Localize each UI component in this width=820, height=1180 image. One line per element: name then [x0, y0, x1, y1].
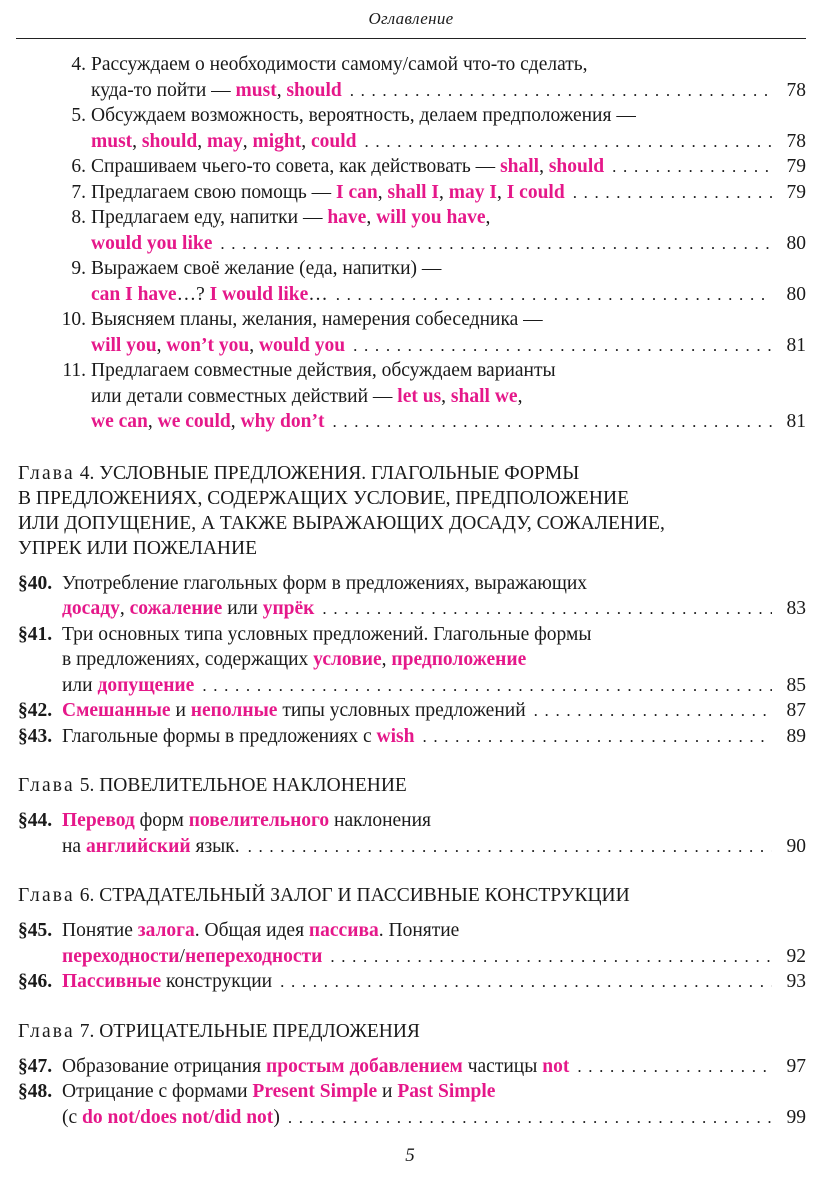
chapter-label: Глава: [18, 885, 75, 906]
entry-text: Глагольные формы в предложениях с: [62, 725, 377, 747]
entry-text: ,: [156, 334, 167, 356]
chapter-number: 6.: [79, 885, 95, 906]
highlighted-term: do not/does not/did not: [82, 1106, 274, 1128]
section-number: §43.: [18, 725, 53, 747]
toc-subitem[interactable]: [0, 205, 820, 256]
toc-section[interactable]: [0, 1054, 820, 1080]
chapter-title: УПРЕК ИЛИ ПОЖЕЛАНИЕ: [18, 537, 257, 559]
chapter-number: 5.: [79, 775, 95, 796]
chapter-title: ИЛИ ДОПУЩЕНИЕ, А ТАКЖЕ ВЫРАЖАЮЩИХ ДОСАДУ, СОЖАЛЕНИЕ,: [18, 512, 665, 534]
section-number: §41.: [18, 623, 53, 645]
item-number: 10.: [61, 309, 86, 330]
highlighted-term: непереходности: [184, 945, 323, 967]
entry-last-line: [91, 78, 820, 104]
entry-text: ): [273, 1106, 280, 1128]
highlighted-term: shall: [500, 156, 540, 177]
highlighted-term: we can: [91, 411, 148, 432]
highlighted-term: might: [252, 130, 302, 152]
entry-line-text: [62, 969, 272, 995]
entry-text: Предлагаем свою помощь —: [91, 181, 337, 203]
highlighted-term: let us: [397, 385, 442, 407]
toc-section[interactable]: [0, 808, 820, 859]
entry-text: Рассуждаем о необходимости самому/самой что-то сделать,: [91, 54, 588, 75]
page-ref: 81: [786, 411, 806, 432]
highlighted-term: have: [327, 207, 367, 228]
entry-body: [91, 307, 820, 358]
entry-line: [91, 307, 820, 333]
entry-line: [62, 1079, 820, 1105]
chapter-number: 4.: [79, 462, 95, 484]
entry-line: [62, 622, 820, 648]
item-number: 11.: [62, 360, 86, 381]
chapter-title: ПОВЕЛИТЕЛЬНОЕ НАКЛОНЕНИЕ: [99, 775, 407, 796]
toc-section[interactable]: [0, 1079, 820, 1130]
chapter-heading: [18, 773, 760, 798]
entry-line-text: [62, 834, 240, 860]
entry-last-line: [91, 180, 820, 206]
chapter-title: СТРАДАТЕЛЬНЫЙ ЗАЛОГ И ПАССИВНЫЕ КОНСТРУКЦИИ: [99, 885, 630, 906]
chapter-label: Глава: [18, 462, 75, 484]
highlighted-term: Past Simple: [397, 1081, 496, 1102]
entry-last-line: [91, 231, 820, 257]
page-ref: 85: [786, 674, 806, 696]
section-number: §45.: [18, 920, 53, 941]
highlighted-term: залога: [137, 920, 195, 941]
entry-body: [62, 724, 820, 750]
entry-text: ,: [381, 649, 392, 670]
chapter-title-line: [18, 536, 760, 561]
highlighted-term: should: [548, 156, 605, 177]
section-number: §40.: [18, 572, 53, 594]
entry-line: [62, 647, 820, 673]
section-number: §46.: [18, 971, 53, 992]
highlighted-term: I would like: [209, 283, 309, 305]
item-number: 5.: [71, 105, 86, 126]
entry-last-line: [62, 969, 820, 995]
entry-line: [91, 205, 820, 231]
page-ref: 93: [786, 971, 806, 992]
highlighted-term: wish: [376, 725, 415, 747]
highlighted-term: should: [286, 79, 342, 101]
entry-text: ,: [485, 207, 491, 228]
entry-last-line: [62, 1105, 820, 1131]
entry-body: [62, 622, 820, 699]
entry-line: [62, 571, 820, 597]
entry-text: . Понятие: [378, 920, 460, 941]
entry-text: Обсуждаем возможность, вероятность, делаем предположения —: [91, 105, 636, 126]
entry-text: Выражаем своё желание (еда, напитки) —: [91, 258, 442, 279]
highlighted-term: shall I: [387, 181, 439, 203]
entry-last-line: [62, 1054, 820, 1080]
entry-line-text: [62, 1054, 569, 1080]
highlighted-term: shall we: [450, 385, 518, 407]
highlighted-term: предположение: [391, 649, 527, 670]
entry-body: [62, 808, 820, 859]
page-ref: 81: [786, 334, 806, 356]
highlighted-term: must: [235, 79, 277, 101]
page-ref: 80: [786, 232, 806, 254]
entry-text: или: [62, 674, 98, 696]
highlighted-term: пассива: [308, 920, 379, 941]
page-ref: 79: [786, 156, 806, 177]
entry-last-line: [91, 409, 820, 435]
dot-leader: [322, 596, 772, 622]
entry-text: ,: [197, 130, 207, 152]
page-ref: 80: [786, 283, 806, 305]
entry-text: ,: [441, 385, 451, 407]
entry-body: [91, 180, 820, 206]
toc-section[interactable]: [0, 969, 820, 995]
entry-line-text: [91, 282, 328, 308]
toc-subitem[interactable]: [0, 307, 820, 358]
entry-text: и: [377, 1081, 398, 1102]
highlighted-term: допущение: [97, 674, 195, 696]
entry-text: частицы: [462, 1055, 543, 1077]
entry-line: [91, 103, 820, 129]
page-ref: 92: [786, 945, 806, 967]
toc-subitem[interactable]: [0, 103, 820, 154]
entry-line: [91, 358, 820, 384]
highlighted-term: could: [310, 130, 357, 152]
toc-subitem[interactable]: [0, 256, 820, 307]
page-ref: 90: [786, 835, 806, 857]
entry-text: язык.: [190, 835, 240, 857]
highlighted-term: should: [141, 130, 198, 152]
entry-line-text: [62, 698, 526, 724]
page-ref: 83: [786, 598, 806, 619]
entry-body: [91, 154, 820, 180]
dot-leader: [248, 834, 772, 860]
entry-line-text: [62, 596, 314, 622]
chapter-title: ОТРИЦАТЕЛЬНЫЕ ПРЕДЛОЖЕНИЯ: [99, 1020, 420, 1042]
entry-text: /: [179, 945, 185, 967]
section-number: §47.: [18, 1055, 53, 1077]
entry-text: ,: [230, 411, 241, 432]
highlighted-term: повелительного: [188, 810, 330, 831]
chapter-title-line: [18, 883, 760, 908]
running-header: [16, 6, 806, 39]
highlighted-term: досаду: [62, 598, 120, 619]
entry-text: ,: [439, 181, 449, 203]
page-ref: 97: [786, 1055, 806, 1077]
dot-leader: [280, 969, 772, 995]
highlighted-term: Present Simple: [252, 1081, 378, 1102]
page-ref: 79: [786, 181, 806, 203]
page-number: 5: [405, 1145, 415, 1166]
highlighted-term: Пассивные: [62, 971, 162, 992]
entry-line-text: [91, 180, 565, 206]
entry-line-text: [91, 78, 342, 104]
entry-body: [91, 205, 820, 256]
entry-last-line: [91, 333, 820, 359]
toc-section[interactable]: [0, 698, 820, 724]
entry-body: [62, 1079, 820, 1130]
highlighted-term: простым добавлением: [266, 1055, 463, 1077]
chapter-title-line: [18, 461, 760, 486]
entry-text: Отрицание с формами: [62, 1081, 253, 1102]
toc-subitem[interactable]: [0, 180, 820, 206]
running-header-title: Оглавление: [368, 9, 454, 28]
highlighted-term: may: [206, 130, 243, 152]
entry-last-line: [62, 944, 820, 970]
entry-text: типы условных предложений: [277, 700, 526, 721]
table-of-contents: [0, 52, 820, 1130]
entry-text: Три основных типа условных предложений. Глагольные формы: [62, 623, 592, 645]
item-number: 7.: [71, 181, 86, 203]
entry-body: [62, 918, 820, 969]
entry-line-text: [62, 944, 322, 970]
highlighted-term: must: [91, 130, 133, 152]
entry-text: ,: [377, 181, 388, 203]
item-number: 8.: [71, 207, 86, 228]
dot-leader: [202, 673, 772, 699]
section-number: §48.: [18, 1081, 53, 1102]
highlighted-term: would you like: [91, 232, 213, 254]
entry-text: Понятие: [62, 920, 138, 941]
highlighted-term: условие: [313, 649, 382, 670]
dot-leader: [220, 231, 772, 257]
dot-leader: [534, 698, 772, 724]
chapter-heading: [18, 1019, 760, 1044]
highlighted-term: may I: [448, 181, 497, 203]
chapter-label: Глава: [18, 1020, 75, 1042]
dot-leader: [353, 333, 772, 359]
entry-text: на: [62, 835, 86, 857]
entry-text: ,: [366, 207, 377, 228]
entry-line: [62, 918, 820, 944]
entry-last-line: [62, 698, 820, 724]
entry-text: ,: [276, 79, 287, 101]
entry-text: конструкции: [161, 971, 273, 992]
entry-line: [91, 384, 820, 410]
entry-last-line: [62, 724, 820, 750]
entry-line-text: [91, 231, 212, 257]
entry-text: форм: [134, 810, 189, 831]
dot-leader: [577, 1054, 772, 1080]
entry-text: или детали совместных действий —: [91, 385, 398, 407]
page-ref: 89: [786, 725, 806, 747]
highlighted-term: not: [542, 1055, 570, 1077]
chapter-title-line: [18, 773, 760, 798]
toc-subitem[interactable]: [0, 154, 820, 180]
entry-text: ,: [249, 334, 259, 356]
chapter-title-line: [18, 486, 760, 511]
item-number: 9.: [71, 258, 86, 279]
chapter-title-line: [18, 1019, 760, 1044]
entry-last-line: [91, 154, 820, 180]
entry-text: ,: [496, 181, 507, 203]
highlighted-term: can I have: [91, 283, 177, 305]
chapter-heading: [18, 461, 760, 561]
dot-leader: [288, 1105, 772, 1131]
toc-section[interactable]: [0, 724, 820, 750]
highlighted-term: английский: [85, 835, 191, 857]
dot-leader: [330, 944, 772, 970]
entry-text: Выясняем планы, желания, намерения собеседника —: [91, 309, 543, 330]
entry-text: (с: [62, 1106, 83, 1128]
entry-last-line: [62, 673, 820, 699]
highlighted-term: I can: [336, 181, 378, 203]
entry-body: [62, 698, 820, 724]
entry-line-text: [62, 673, 194, 699]
page-ref: 87: [786, 700, 806, 721]
entry-text: наклонения: [329, 810, 432, 831]
section-number: §42.: [18, 700, 53, 721]
dot-leader: [422, 724, 772, 750]
entry-last-line: [62, 834, 820, 860]
dot-leader: [336, 282, 772, 308]
toc-subitem[interactable]: [0, 52, 820, 103]
section-number: §44.: [18, 810, 53, 831]
entry-line: [62, 808, 820, 834]
entry-text: ,: [119, 598, 130, 619]
highlighted-term: упрёк: [262, 598, 315, 619]
entry-line: [91, 256, 820, 282]
entry-body: [91, 103, 820, 154]
entry-text: . Общая идея: [194, 920, 309, 941]
entry-body: [62, 969, 820, 995]
highlighted-term: неполные: [190, 700, 278, 721]
entry-line-text: [91, 154, 604, 180]
entry-text: или: [222, 598, 263, 619]
entry-last-line: [62, 596, 820, 622]
highlighted-term: I could: [506, 181, 565, 203]
highlighted-term: we could: [157, 411, 231, 432]
entry-line-text: [62, 724, 414, 750]
entry-body: [91, 358, 820, 435]
entry-body: [91, 52, 820, 103]
dot-leader: [364, 129, 772, 155]
highlighted-term: переходности: [62, 945, 180, 967]
entry-text: и: [170, 700, 191, 721]
dot-leader: [350, 78, 772, 104]
entry-text: ,: [517, 385, 523, 407]
dot-leader: [332, 409, 772, 435]
chapter-title-line: [18, 511, 760, 536]
entry-body: [62, 1054, 820, 1080]
item-number: 4.: [71, 54, 86, 75]
entry-text: Предлагаем еду, напитки —: [91, 207, 328, 228]
toc-section[interactable]: [0, 622, 820, 699]
highlighted-term: why don’t: [240, 411, 325, 432]
highlighted-term: would you: [258, 334, 346, 356]
entry-text: Спрашиваем чьего-то совета, как действовать —: [91, 156, 501, 177]
dot-leader: [612, 154, 772, 180]
highlighted-term: will you have: [376, 207, 486, 228]
entry-text: ,: [147, 411, 158, 432]
entry-text: ,: [539, 156, 549, 177]
entry-body: [62, 571, 820, 622]
toc-section[interactable]: [0, 918, 820, 969]
entry-text: …?: [176, 283, 210, 305]
highlighted-term: won’t you: [166, 334, 250, 356]
entry-line-text: [91, 409, 324, 435]
entry-line-text: [91, 129, 356, 155]
chapter-label: Глава: [18, 775, 75, 796]
entry-line: [91, 52, 820, 78]
chapter-title: В ПРЕДЛОЖЕНИЯХ, СОДЕРЖАЩИХ УСЛОВИЕ, ПРЕДПОЛОЖЕНИЕ: [18, 487, 629, 509]
entry-text: Образование отрицания: [62, 1055, 266, 1077]
highlighted-term: Перевод: [62, 810, 135, 831]
highlighted-term: Смешанные: [62, 700, 171, 721]
entry-text: куда-то пойти —: [91, 79, 236, 101]
entry-line-text: [91, 333, 345, 359]
page-ref: 78: [786, 130, 806, 152]
entry-last-line: [91, 129, 820, 155]
page-ref: 99: [786, 1106, 806, 1128]
highlighted-term: сожаление: [129, 598, 223, 619]
chapter-heading: [18, 883, 760, 908]
chapter-number: 7.: [79, 1020, 95, 1042]
dot-leader: [573, 180, 772, 206]
toc-section[interactable]: [0, 571, 820, 622]
entry-body: [91, 256, 820, 307]
entry-line-text: [62, 1105, 280, 1131]
entry-text: …: [308, 283, 328, 305]
entry-text: ,: [132, 130, 142, 152]
entry-text: Употребление глагольных форм в предложениях, выражающих: [62, 572, 588, 594]
highlighted-term: will you: [91, 334, 157, 356]
entry-text: ,: [242, 130, 253, 152]
toc-subitem[interactable]: [0, 358, 820, 435]
chapter-title: УСЛОВНЫЕ ПРЕДЛОЖЕНИЯ. ГЛАГОЛЬНЫЕ ФОРМЫ: [99, 462, 580, 484]
entry-text: ,: [301, 130, 311, 152]
item-number: 6.: [71, 156, 86, 177]
entry-last-line: [91, 282, 820, 308]
page-ref: 78: [786, 79, 806, 101]
entry-text: Предлагаем совместные действия, обсуждаем варианты: [91, 360, 556, 381]
entry-text: в предложениях, содержащих: [62, 649, 314, 670]
